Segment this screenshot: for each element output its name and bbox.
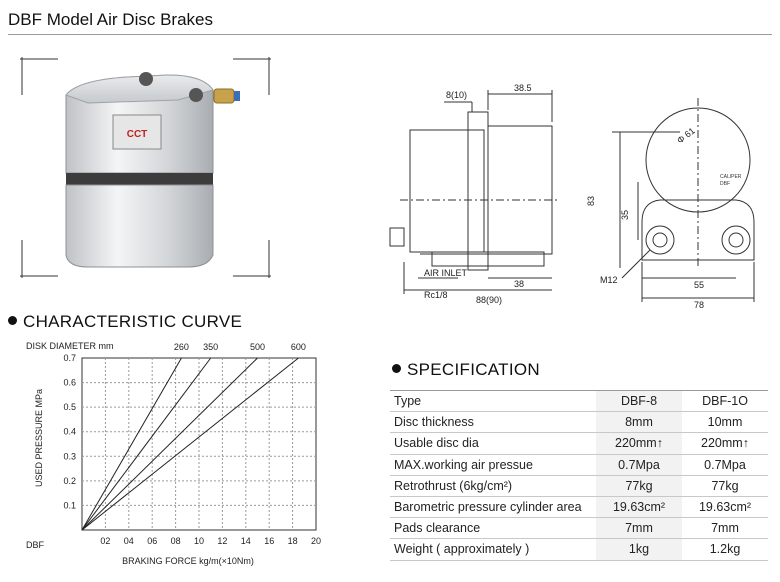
series-line-600 bbox=[82, 358, 298, 530]
product-photo bbox=[18, 55, 273, 280]
spec-label: Retrothrust (6kg/cm²) bbox=[390, 475, 596, 496]
x-tick-label: 14 bbox=[240, 536, 251, 546]
spec-value-dbf8: 7mm bbox=[596, 518, 682, 539]
x-tick-label: 04 bbox=[123, 536, 134, 546]
spec-value-dbf10: 1.2kg bbox=[682, 539, 768, 560]
x-tick-label: 02 bbox=[100, 536, 111, 546]
series-label-350: 350 bbox=[203, 342, 219, 352]
x-origin-label: DBF bbox=[26, 540, 44, 550]
y-tick-label: 0.3 bbox=[63, 451, 76, 462]
page-title: DBF Model Air Disc Brakes bbox=[8, 10, 213, 29]
x-tick-label: 12 bbox=[217, 536, 228, 546]
x-tick-label: 10 bbox=[193, 536, 205, 546]
dim-bolt: M12 bbox=[600, 275, 618, 285]
spec-value-dbf8: 1kg bbox=[596, 539, 682, 560]
y-tick-label: 0.5 bbox=[63, 402, 76, 413]
spec-label: Weight ( approximately ) bbox=[390, 539, 596, 560]
series-line-500 bbox=[82, 358, 258, 530]
x-tick-label: 08 bbox=[170, 536, 181, 546]
y-tick-label: 0.4 bbox=[63, 426, 76, 437]
caliper-text: CALIPER bbox=[720, 174, 742, 180]
spec-value-dbf8: DBF-8 bbox=[596, 391, 682, 412]
x-tick-label: 20 bbox=[310, 536, 322, 546]
spec-label: MAX.working air pressue bbox=[390, 454, 596, 475]
y-tick-label: 0.2 bbox=[63, 475, 76, 486]
bullet-icon bbox=[8, 316, 17, 325]
table-row bbox=[390, 539, 768, 560]
spec-value-dbf10: 19.63cm² bbox=[682, 496, 768, 517]
series-label-260: 260 bbox=[173, 342, 189, 352]
series-label-500: 500 bbox=[249, 342, 266, 352]
chart-top-label: DISK DIAMETER mm bbox=[26, 341, 114, 351]
spec-value-dbf8: 19.63cm² bbox=[596, 496, 682, 517]
front-view-drawing bbox=[612, 98, 754, 302]
dim-top-left: 8(10) bbox=[446, 90, 468, 100]
x-tick-label: 06 bbox=[147, 536, 158, 546]
side-view-drawing bbox=[390, 90, 560, 294]
series-line-350 bbox=[82, 358, 211, 530]
series-label-600: 600 bbox=[290, 342, 306, 352]
dim-spacing: 55 bbox=[694, 280, 705, 290]
dim-height: 83 bbox=[586, 195, 596, 206]
title-divider bbox=[8, 34, 772, 35]
curve-heading bbox=[8, 312, 242, 332]
y-tick-label: 0.7 bbox=[63, 353, 76, 363]
x-axis-label: BRAKING FORCE kg/m(×10Nm) bbox=[122, 556, 254, 566]
series-line-260 bbox=[82, 358, 181, 530]
bullet-icon bbox=[392, 364, 401, 373]
spec-table bbox=[390, 390, 768, 561]
spec-value-dbf10: 7mm bbox=[682, 518, 768, 539]
table-row bbox=[390, 475, 768, 496]
spec-label: Pads clearance bbox=[390, 518, 596, 539]
table-row bbox=[390, 454, 768, 475]
y-tick-label: 0.1 bbox=[63, 500, 76, 511]
label-plate-text: CCT bbox=[126, 129, 148, 140]
air-inlet-label: AIR INLET bbox=[424, 268, 468, 278]
technical-drawings bbox=[380, 82, 775, 312]
table-row bbox=[390, 412, 768, 433]
spec-value-dbf10: DBF-1O bbox=[682, 391, 768, 412]
spec-value-dbf8: 0.7Mpa bbox=[596, 454, 682, 475]
dim-diameter: Φ 61 bbox=[675, 125, 697, 146]
spec-value-dbf10: 77kg bbox=[682, 475, 768, 496]
curve-heading-text: CHARACTERISTIC CURVE bbox=[23, 312, 243, 331]
y-tick-label: 0.6 bbox=[63, 377, 76, 388]
x-tick-label: 16 bbox=[264, 536, 275, 546]
spec-value-dbf10: 10mm bbox=[682, 412, 768, 433]
dim-bottom-total: 88(90) bbox=[476, 295, 503, 305]
table-row bbox=[390, 518, 768, 539]
spec-label: Usable disc dia bbox=[390, 433, 596, 454]
spec-value-dbf10: 220mm↑ bbox=[682, 433, 768, 454]
table-row bbox=[390, 391, 768, 412]
spec-label: Disc thickness bbox=[390, 412, 596, 433]
y-axis-label: USED PRESSURE MPa bbox=[34, 388, 44, 488]
table-row bbox=[390, 496, 768, 517]
spec-heading-text: SPECIFICATION bbox=[407, 360, 540, 379]
x-tick-label: 18 bbox=[287, 536, 298, 546]
dim-mid: 35 bbox=[620, 209, 630, 220]
spec-heading bbox=[392, 360, 540, 380]
table-row bbox=[390, 433, 768, 454]
spec-label: Barometric pressure cylinder area bbox=[390, 496, 596, 517]
spec-label: Type bbox=[390, 391, 596, 412]
dim-top-right: 38.5 bbox=[514, 83, 532, 93]
dim-bottom-right: 38 bbox=[514, 279, 525, 289]
spec-value-dbf10: 0.7Mpa bbox=[682, 454, 768, 475]
characteristic-curve-chart bbox=[18, 338, 328, 570]
spec-value-dbf8: 8mm bbox=[596, 412, 682, 433]
dim-width: 78 bbox=[694, 300, 705, 310]
thread-label: Rc1/8 bbox=[424, 290, 448, 300]
spec-value-dbf8: 77kg bbox=[596, 475, 682, 496]
spec-value-dbf8: 220mm↑ bbox=[596, 433, 682, 454]
model-text: DBF bbox=[720, 181, 730, 187]
